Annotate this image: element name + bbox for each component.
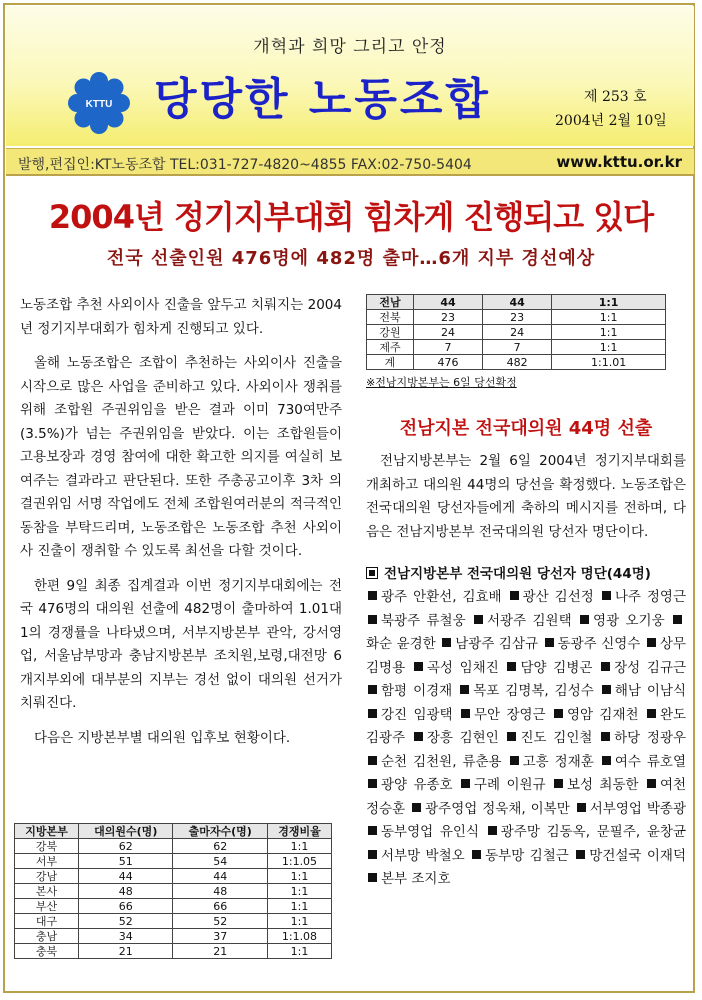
main-article-body [20, 294, 342, 761]
table-cell: 충남 [15, 929, 79, 944]
table-row [367, 355, 666, 370]
black-square-bullet-icon [368, 615, 377, 624]
checkbox-square-icon [366, 567, 378, 579]
table-cell: 충북 [15, 944, 79, 959]
winner-entry: 나주 정영근 [614, 589, 687, 605]
table-cell: 강원 [367, 325, 414, 340]
black-square-bullet-icon [576, 850, 585, 859]
table-cell: 1:1.05 [267, 854, 331, 869]
subheadline: 전국 선출인원 476명에 482명 출마…6개 지부 경선예상 [106, 248, 596, 269]
table-header-cell: 지방본부 [15, 824, 79, 839]
winner-entry: 진도 김인철 [520, 730, 593, 746]
black-square-bullet-icon [580, 615, 589, 624]
winner-entry: 서부영업 박종광 [589, 800, 687, 817]
table-row [15, 944, 332, 959]
article-paragraph: 올해 노동조합은 조합이 추천하는 사외이사 진출을 시작으로 많은 사업을 준비하고 있다. 사외이사 쟁취를 위해 조합원 주권위임을 받은 결과 이미 730여만주(3.5%)가 넘는 주권위임을 받았다. 이는 조합원들이 고용보장과 경영 참여에 대한 확고한 의지를 여실히 보여주는 결과라고 판단된다. 또한 주총공고이후 3차 의결권위임 서명 작업에도 전체 조합원여러분의 적극적인 동참을 부탁드리며, 노동조합은 노동조합 추천 사외이사 진출이 쟁취할 수 있도록 최선을 다할 것이다. [20, 355, 342, 559]
table-row [15, 929, 332, 944]
table-cell: 1:1 [552, 325, 666, 340]
black-square-bullet-icon [368, 850, 377, 859]
black-square-bullet-icon [368, 591, 377, 600]
article-paragraph: 다음은 지방본부별 대의원 입후보 현황이다. [34, 729, 291, 746]
black-square-bullet-icon [368, 826, 377, 835]
winner-entry: 보성 최동한 [566, 777, 639, 793]
winner-entry: 서부망 박철오 [381, 847, 465, 864]
table-cell: 23 [414, 310, 483, 325]
winner-entry: 순천 김천원, 류춘용 [381, 753, 502, 770]
black-square-bullet-icon [472, 850, 481, 859]
black-square-bullet-icon [510, 591, 519, 600]
table-cell: 본사 [15, 884, 79, 899]
black-square-bullet-icon [647, 709, 656, 718]
winner-entry: 담양 김병곤 [520, 659, 593, 676]
black-square-bullet-icon [554, 779, 563, 788]
contact-bar [6, 148, 694, 176]
table-cell: 대구 [15, 914, 79, 929]
table-cell: 서부 [15, 854, 79, 869]
table-cell: 21 [79, 944, 173, 959]
winners-list-title-text: 전남지방본부 전국대의원 당선자 명단(44명) [384, 566, 651, 582]
candidate-table-wrap [14, 823, 332, 959]
table-cell: 66 [173, 899, 267, 914]
black-square-bullet-icon [601, 662, 610, 671]
side-article-body: 전남지방본부는 2월 6일 2004년 정기지부대회를 개최하고 대의원 44명의 당선을 확정했다. 노동조합은 전국대의원 당선자들에게 축하의 메시지를 전하며, 다음은 전남지방본부 전국대의원 당선자 명단이다. [366, 453, 686, 540]
candidate-table-body [15, 839, 332, 959]
winner-entry: 상무 김명용 [366, 636, 686, 676]
table-cell: 24 [483, 325, 552, 340]
logo-text: KTTU [85, 99, 113, 110]
black-square-bullet-icon [368, 709, 377, 718]
winner-entry: 영암 김재천 [566, 706, 639, 723]
winner-entry: 구례 이원규 [473, 777, 546, 793]
table-header-cell: 44 [483, 295, 552, 310]
table-row [15, 884, 332, 899]
black-square-bullet-icon [510, 756, 519, 765]
winner-entry: 북광주 류철웅 [381, 612, 466, 629]
table-header-cell: 대의원수(명) [79, 824, 173, 839]
black-square-bullet-icon [412, 803, 421, 812]
black-square-bullet-icon [460, 685, 469, 694]
website-link[interactable]: www.kttu.or.kr [556, 153, 682, 171]
winner-entry: 장흥 김현인 [426, 730, 499, 746]
winner-entry: 해남 이남식 [614, 683, 687, 699]
table-cell: 1:1 [267, 944, 331, 959]
table-cell: 1:1 [267, 884, 331, 899]
table-row [15, 899, 332, 914]
table-cell: 62 [173, 839, 267, 854]
winner-entry: 장성 김규근 [614, 659, 687, 676]
winners-list [366, 586, 686, 892]
black-square-bullet-icon [507, 732, 516, 741]
winner-entry: 동광주 신영수 [557, 636, 641, 652]
table-cell: 1:1 [267, 899, 331, 914]
winner-entry: 광주영업 정욱채, 이복만 [425, 800, 570, 817]
black-square-bullet-icon [673, 615, 682, 624]
table-cell: 7 [414, 340, 483, 355]
winner-entry: 광양 유종호 [381, 777, 453, 793]
winner-entry: 함평 이경재 [381, 683, 453, 699]
table-cell: 제주 [367, 340, 414, 355]
masthead [6, 6, 694, 146]
winner-entry: 강진 임광택 [381, 706, 453, 723]
table-cell: 51 [79, 854, 173, 869]
table-header-cell: 경쟁비율 [267, 824, 331, 839]
table-cell: 44 [173, 869, 267, 884]
black-square-bullet-icon [461, 779, 470, 788]
table-cell: 강남 [15, 869, 79, 884]
issue-number: 제 253 호 [584, 89, 647, 105]
black-square-bullet-icon [414, 732, 423, 741]
black-square-bullet-icon [461, 709, 470, 718]
table-cell: 1:1.01 [552, 355, 666, 370]
table-header-row [367, 295, 666, 310]
black-square-bullet-icon [368, 873, 377, 882]
table-cell: 48 [173, 884, 267, 899]
black-square-bullet-icon [554, 709, 563, 718]
black-square-bullet-icon [488, 826, 497, 835]
publisher-contact: 발행,편집인:KT노동조합 TEL:031-727-4820~4855 FAX:02-750-5404 [18, 157, 472, 173]
black-square-bullet-icon [602, 756, 611, 765]
table-header-cell: 44 [414, 295, 483, 310]
table-header-row [15, 824, 332, 839]
winner-entry: 동부영업 유인식 [381, 824, 480, 840]
table-cell: 44 [79, 869, 173, 884]
table-cell: 강북 [15, 839, 79, 854]
winner-entry: 여수 류호열 [614, 753, 687, 770]
table-header-cell: 1:1 [552, 295, 666, 310]
winner-entry: 본부 조지호 [381, 871, 451, 887]
winner-entry: 영광 오기웅 [593, 612, 665, 629]
table-row [15, 854, 332, 869]
winner-entry: 여천 정승훈 [366, 777, 687, 817]
winner-entry: 광주 안환선, 김효배 [381, 589, 502, 605]
table-row [367, 310, 666, 325]
black-square-bullet-icon [368, 685, 377, 694]
table-cell: 1:1 [267, 869, 331, 884]
side-article-title: 전남지본 전국대의원 44명 선출 [399, 418, 653, 439]
table-cell: 23 [483, 310, 552, 325]
table-cell: 24 [414, 325, 483, 340]
winner-entry: 무안 장영근 [473, 706, 546, 723]
winners-list-title [366, 562, 686, 582]
table-row [367, 340, 666, 355]
table-cell: 1:1 [552, 310, 666, 325]
winner-entry: 서광주 김원택 [487, 612, 572, 629]
paper-name: 당당한 노동조합 [154, 74, 491, 125]
black-square-bullet-icon [474, 615, 483, 624]
table-cell: 54 [173, 854, 267, 869]
table-row [15, 869, 332, 884]
winner-entry: 완도 김광주 [366, 706, 687, 746]
table-cell: 52 [173, 914, 267, 929]
table-cell: 34 [79, 929, 173, 944]
table-cell: 1:1 [267, 914, 331, 929]
black-square-bullet-icon [647, 779, 656, 788]
black-square-bullet-icon [507, 662, 516, 671]
candidate-table [14, 823, 332, 959]
black-square-bullet-icon [545, 638, 554, 647]
article-paragraph: 한편 9일 최종 집계결과 이번 정기지부대회에는 전국 476명의 대의원 선출에 482명이 출마하여 1.01대 1의 경쟁률을 나타냈으며, 서부지방본부 관악, 강서영업, 서울남부망과 충남지방본부 조치원,보령,대전망 6개지부외에 대부분의 지부는 경선 없이 대의원 선거가 치뤄진다. [20, 577, 342, 711]
table-cell: 1:1 [552, 340, 666, 355]
table-cell: 1:1.08 [267, 929, 331, 944]
table-row [367, 325, 666, 340]
black-square-bullet-icon [647, 638, 656, 647]
black-square-bullet-icon [414, 662, 423, 671]
winner-entry: 목포 김명복, 김성수 [473, 683, 594, 699]
candidate-table-continued [366, 294, 666, 370]
black-square-bullet-icon [442, 638, 451, 647]
table-cell: 52 [79, 914, 173, 929]
table-cell: 계 [367, 355, 414, 370]
black-square-bullet-icon [368, 756, 377, 765]
article-paragraph: 노동조합 추천 사외이사 진출을 앞두고 치뤄지는 2004년 정기지부대회가 힘차게 진행되고 있다. [20, 297, 342, 337]
slogan: 개혁과 희망 그리고 안정 [253, 37, 447, 57]
winner-entry: 광주망 김동옥, 문필주, 윤창균 [500, 824, 687, 840]
table-note: ※전남지방본부는 6일 당선확정 [366, 376, 517, 389]
table-header-cell: 전남 [367, 295, 414, 310]
table-header-cell: 출마자수(명) [173, 824, 267, 839]
winner-entry: 고흥 정재훈 [522, 753, 594, 770]
winner-entry: 망건설국 이재덕 [589, 847, 687, 864]
winner-entry: 하당 정광우 [614, 730, 687, 746]
table-cell: 21 [173, 944, 267, 959]
headline: 2004년 정기지부대회 힘차게 진행되고 있다 [48, 198, 654, 236]
right-column [366, 294, 686, 892]
black-square-bullet-icon [577, 803, 586, 812]
table-cell: 전북 [367, 310, 414, 325]
winner-entry: 화순 윤경한 [366, 636, 436, 652]
winner-entry: 곡성 임채진 [426, 659, 499, 676]
table-cell: 62 [79, 839, 173, 854]
table-cell: 66 [79, 899, 173, 914]
table-cell: 부산 [15, 899, 79, 914]
issue-date: 2004년 2월 10일 [555, 113, 667, 129]
black-square-bullet-icon [602, 685, 611, 694]
candidate-table-continued-body [367, 310, 666, 370]
table-cell: 1:1 [267, 839, 331, 854]
black-square-bullet-icon [601, 732, 610, 741]
winner-entry: 광산 김선정 [522, 589, 594, 605]
black-square-bullet-icon [602, 591, 611, 600]
table-row [15, 839, 332, 854]
table-cell: 37 [173, 929, 267, 944]
winner-entry: 남광주 김삼규 [455, 636, 539, 652]
table-cell: 7 [483, 340, 552, 355]
table-cell: 482 [483, 355, 552, 370]
table-row [15, 914, 332, 929]
table-cell: 476 [414, 355, 483, 370]
table-cell: 48 [79, 884, 173, 899]
winner-entry: 동부망 김철근 [485, 847, 569, 864]
kttu-logo [68, 72, 130, 134]
black-square-bullet-icon [368, 779, 377, 788]
